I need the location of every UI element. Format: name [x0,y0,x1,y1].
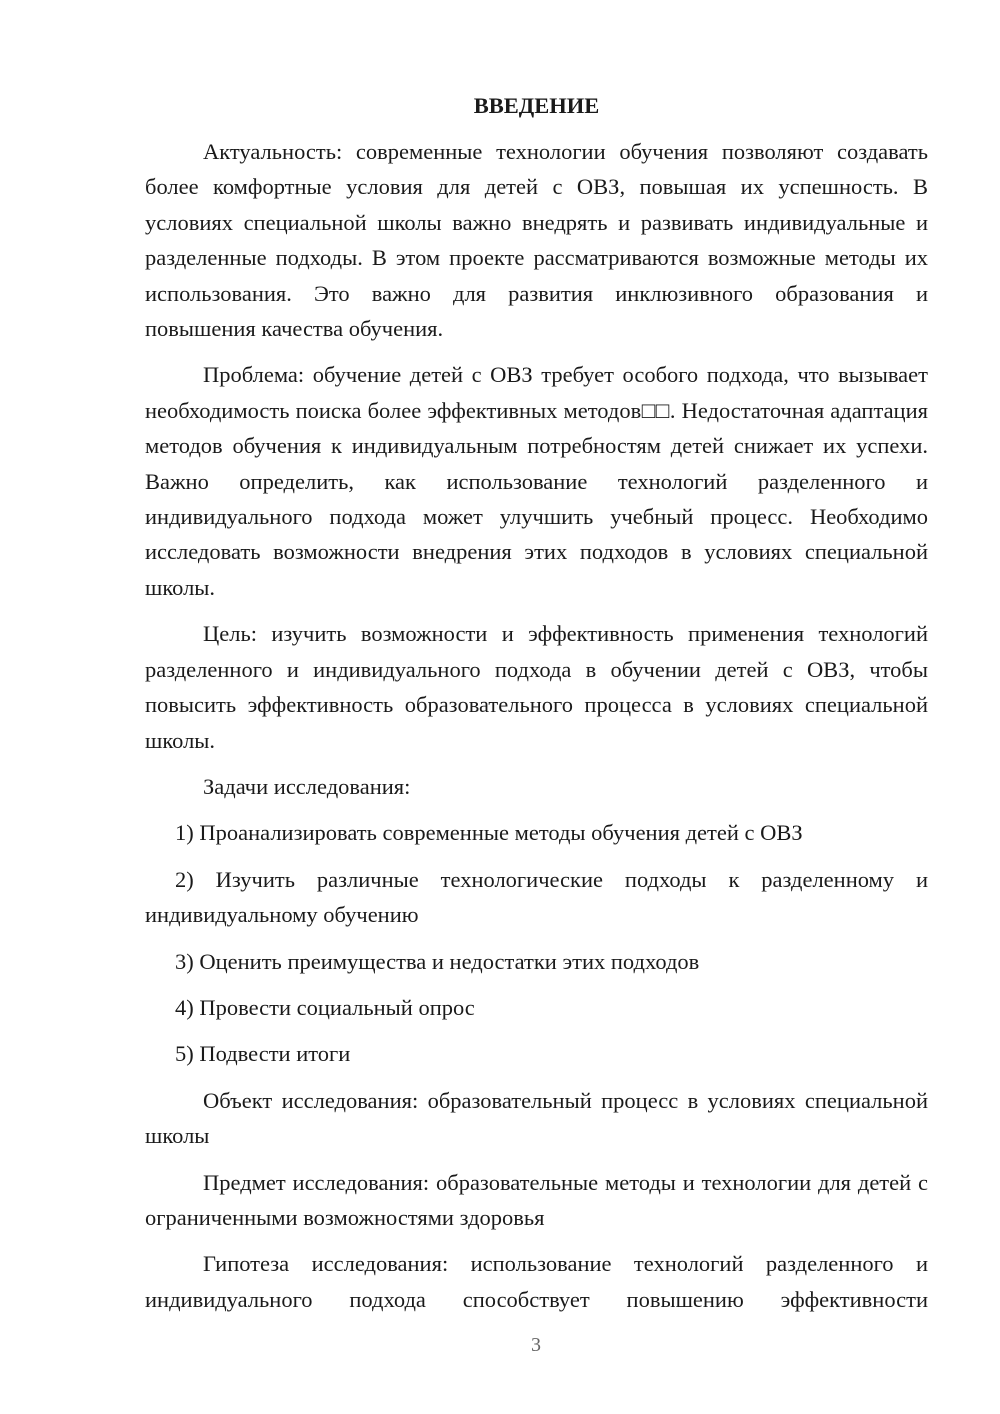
section-title: ВВЕДЕНИЕ [473,93,600,118]
task-item: 3) Оценить преимущества и недостатки этих подходов [175,948,700,974]
task-item: 2) Изучить различные технологические подходы к разделенному и индивидуальному обучению [145,866,928,928]
object-paragraph: Объект исследования: образовательный процесс в условиях специальной школы [145,1087,928,1149]
relevance-paragraph: Актуальность: современные технологии обучения позволяют создавать более комфортные условия для детей с ОВЗ, повышая их успешность. В условиях специальной школы важно внедрять и развивать индивидуальные и разделенные подходы. В этом проекте рассматриваются возможные методы их использования. Это важно для развития инклюзивного образования и повышения качества обучения. [145,139,928,342]
hypothesis-paragraph: Гипотеза исследования: использование технологий разделенного и индивидуального подхода способствует повышению эффективности [145,1251,928,1312]
tasks-heading: Задачи исследования: [203,773,411,799]
page-number: 3 [531,1334,541,1356]
task-item: 4) Провести социальный опрос [175,994,475,1020]
task-item: 5) Подвести итоги [175,1041,351,1067]
task-item: 1) Проанализировать современные методы обучения детей с ОВЗ [175,820,803,846]
goal-paragraph: Цель: изучить возможности и эффективность применения технологий разделенного и индивидуального подхода в обучении детей с ОВЗ, чтобы повысить эффективность образовательного процесса в условиях специальной школы. [145,621,928,753]
subject-paragraph: Предмет исследования: образовательные методы и технологии для детей с ограниченными возможностями здоровья [145,1169,928,1230]
document-body [145,88,928,1328]
problem-paragraph: Проблема: обучение детей с ОВЗ требует особого подхода, что вызывает необходимость поиска более эффективных методов□□. Недостаточная адаптация методов обучения к индивидуальным потребностям детей снижает их успехи. Важно определить, как использование технологий разделенного и индивидуального подхода может улучшить учебный процесс. Необходимо исследовать возможности внедрения этих подходов в условиях специальной школы. [145,362,928,600]
